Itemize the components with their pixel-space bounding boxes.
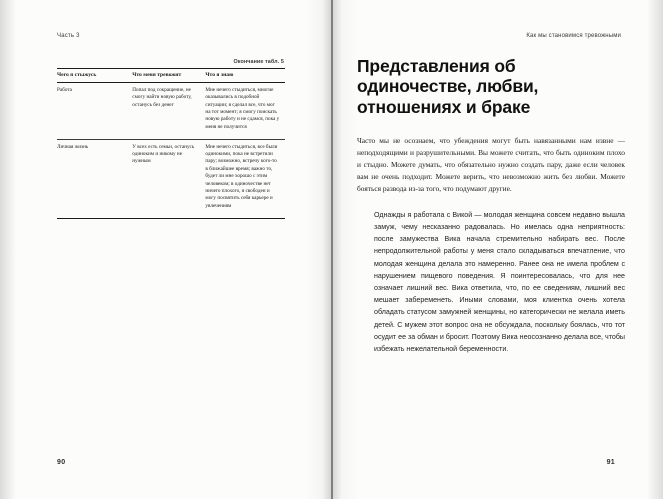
table-header-cell-0: Чего я стыжусь xyxy=(57,72,97,78)
table-cell-topic: Работа xyxy=(57,86,72,93)
right-page xyxy=(332,0,663,499)
table-row xyxy=(57,83,285,140)
table-cell-topic: Личная жизнь xyxy=(57,143,89,150)
table-header-row xyxy=(57,69,285,83)
shame-worry-knowledge-table xyxy=(57,68,285,219)
table-caption: Окончание табл. 5 xyxy=(233,59,284,65)
table-row xyxy=(57,140,285,219)
case-study-paragraph: Однажды я работала с Викой — молодая женщина совсем недавно вышла замуж, чему несказанно радовалась. Но имелась одна неприятность: после замужества Вика начала стремительно набирать вес. После непродолжительной работы у меня стало складываться впечатление, что молодая женщина делала это намеренно. Ранее она не имела проблем с нарушением пищевого поведения. Я поинтересовалась, что для нее означает лишний вес. Вика ответила, что, по ее сведениям, лишний вес мешает забеременеть. Иными словами, моя клиентка очень хотела обладать статусом замужней женщины, но категорически не желала иметь детей. С мужем этот вопрос она не обсуждала, поскольку боялась, что тот осудит ее за обман и бросит. Поэтому Вика неосознанно делала все, чтобы избежать нежелательной беременности. xyxy=(374,210,625,353)
right-running-head: Как мы становимся тревожными xyxy=(526,33,621,39)
right-page-number: 91 xyxy=(606,459,615,466)
chapter-title: Представления об одиночестве, любви, отношениях и браке xyxy=(357,56,539,117)
table-cell-worry: У всех есть семьи, останусь одиноким и никому не нужным xyxy=(132,143,195,165)
body-text-column xyxy=(357,135,625,355)
table-header xyxy=(57,69,285,83)
table-header-cell-2: Что я знаю xyxy=(205,72,234,78)
table-cell-knowledge: Мне нечего стыдиться, все были одинокими, пока не встретили пару; возможно, встречу кого-то в ближайшее время; важно то, будет ли мне хорошо с этим человеком; в одиночестве нет ничего плохого, я свободен и могу посвятить себя карьере и увлечениям xyxy=(205,143,278,209)
table-body xyxy=(57,83,285,219)
left-page-number: 90 xyxy=(57,459,66,466)
table-cell-knowledge: Мне нечего стыдиться, многие оказывались в подобной ситуации; я сделал все, что мог на тот момент; я смогу поискать новую работу и не сдамся, пока у меня не получится xyxy=(205,86,280,130)
left-running-head: Часть 3 xyxy=(57,33,80,39)
book-gutter xyxy=(331,0,333,499)
body-paragraph: Часто мы не осознаем, что убеждения могут быть навязанными нам извне — неподходящими и разрушительными. Вы можете считать, что быть одиноким плохо и стыдно. Можете думать, что обязательно нужно создать пару, даже если человек вам не очень подходит. Можете верить, что невозможно жить без любви. Можете бояться развода из-за того, что подумают другие. xyxy=(357,136,625,193)
table-header-cell-1: Что меня тревожит xyxy=(132,72,182,78)
table-cell-worry: Попал под сокращение, не смогу найти новую работу, останусь без денег xyxy=(132,86,192,108)
